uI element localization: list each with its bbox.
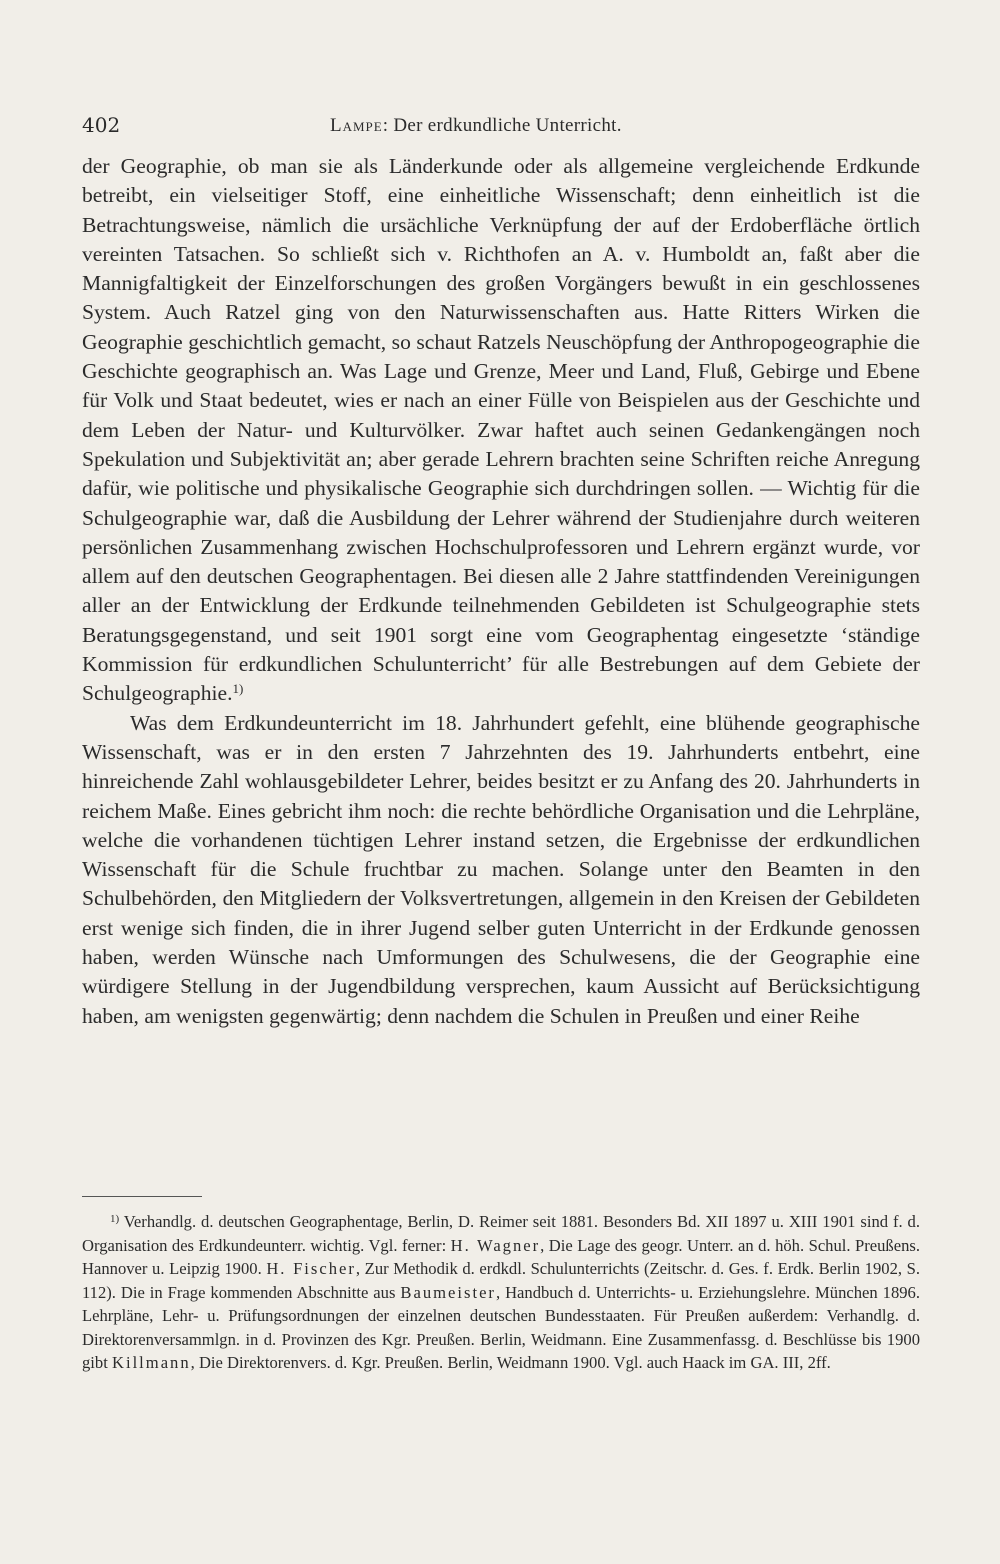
- body-text: [82, 152, 920, 1031]
- footnote-text: , Zur Methodik d. erdkdl. Schulunterrichts (Zeitschr. d. Ges. f. Erdk. Berlin 1902, S. 112). Die in Frage kommenden Abschnitte aus: [82, 1259, 920, 1302]
- page-header: [82, 113, 920, 143]
- footnote-text: Verhandlg. d. deutschen Geographentage, Berlin, D. Reimer seit 1881. Besonders Bd. XII 1897 u. XIII 1901 sind f. d. Organisation des Erdkundeunterr. wichtig. Vgl. ferner:: [82, 1212, 920, 1255]
- paragraph: [82, 152, 920, 709]
- paragraph-text: Was dem Erdkundeunterricht im 18. Jahrhundert gefehlt, eine blühende geographische Wissenschaft, was er in den ersten 7 Jahrzehnten des 19. Jahrhunderts entbehrt, eine hinreichende Zahl wohlausgebildeter Lehrer, beides besitzt er zu Anfang des 20. Jahrhunderts in reichem Maße. Eines gebricht ihm noch: die rechte behördliche Organisation und die Lehrpläne, welche die vorhandenen tüchtigen Lehrer instand setzen, die Ergebnisse der erdkundlichen Wissenschaft für die Schule fruchtbar zu machen. Solange unter den Beamten in den Schulbehörden, den Mitgliedern der Volksvertretungen, allgemein in den Kreisen der Gebildeten erst wenige sich finden, die in ihrer Jugend selber guten Unterricht in der Erdkunde genossen haben, werden Wünsche nach Umformungen des Schulwesens, die der Geographie eine würdigere Stellung in der Jugendbildung versprechen, kaum Aussicht auf Berücksichtigung haben, am wenigsten gegenwärtig; denn nachdem die Schulen in Preußen und einer Reihe: [82, 710, 920, 1028]
- paragraph: [82, 709, 920, 1031]
- footnote-author: Killmann: [111, 1353, 191, 1372]
- paragraph-text: der Geographie, ob man sie als Länderkunde oder als allgemeine vergleichende Erdkunde betreibt, ein vielseitiger Stoff, eine einheitliche Wissenschaft; denn einheitlich ist die Betrachtungsweise, nämlich die ursächliche Verknüpfung der auf der Erdoberfläche örtlich vereinten Tatsachen. So schließt sich v. Richthofen an A. v. Humboldt an, faßt aber die Mannigfaltigkeit der Einzelforschungen des großen Vorgängers bewußt in ein geschlossenes System. Auch Ratzel ging von den Naturwissenschaften aus. Hatte Ritters Wirken die Geographie geschichtlich gemacht, so schaut Ratzels Neuschöpfung der Anthropogeographie die Geschichte geographisch an. Was Lage und Grenze, Meer und Land, Fluß, Gebirge und Ebene für Volk und Staat bedeutet, wies er nach an einer Fülle von Beispielen aus der Geschichte und dem Leben der Natur- und Kulturvölker. Zwar haftet auch seinen Gedankengängen noch Spekulation und Subjektivität an; aber gerade Lehrern brachten seine Schriften reiche Anregung dafür, wie politische und physikalische Geographie sich durchdringen sollen. — Wichtig für die Schulgeographie war, daß die Ausbildung der Lehrer während der Studienjahre durch weiteren persönlichen Zusammenhang zwischen Hochschulprofessoren und Lehrern ergänzt wurde, vor allem auf den deutschen Geographentagen. Bei diesen alle 2 Jahre stattfindenden Vereinigungen aller an der Entwicklung der Erdkunde teilnehmenden Gebildeten ist Schulgeographie stets Beratungsgegenstand, und seit 1901 sorgt eine vom Geographentag eingesetzte ‘ständige Kommission für erdkundlichen Schulunterricht’ für alle Bestrebungen auf dem Gebiete der Schulgeographie.: [82, 154, 920, 706]
- footnote-marker: 1): [110, 1213, 120, 1225]
- footnote-author: H. Fischer: [266, 1259, 356, 1278]
- footnote-text: , Die Lage des geogr. Unterr. an d. höh. Schul. Preußens. Hannover u. Leipzig 1900.: [82, 1235, 920, 1278]
- footnote-author: H. Wagner: [450, 1235, 541, 1255]
- footnotes: [82, 1210, 920, 1375]
- page-number: 402: [82, 113, 121, 137]
- footnote: [82, 1210, 920, 1375]
- running-head-title: : Der erdkundliche Unterricht.: [382, 115, 622, 136]
- footnote-text: , Die Direktorenvers. d. Kgr. Preußen. Berlin, Weidmann 1900. Vgl. auch Haack im GA. III, 2ff.: [190, 1353, 831, 1372]
- running-head: [330, 115, 622, 137]
- footnote-text: , Handbuch d. Unterrichts- u. Erziehungslehre. München 1896. Lehrpläne, Lehr- u. Prüfungsordnungen der einzelnen deutschen Bundesstaaten. Für Preußen außerdem: Verhandlg. d. Direktorenversammlgn. in d. Provinzen des Kgr. Preußen. Berlin, Weidmann. Eine Zusammenfassg. d. Beschlüsse bis 1900 gibt: [82, 1282, 921, 1372]
- footnote-author: Baumeister: [400, 1282, 496, 1302]
- footnote-reference[interactable]: 1): [232, 681, 244, 697]
- footnote-divider: [82, 1196, 202, 1197]
- running-head-author: Lampe: [330, 115, 383, 136]
